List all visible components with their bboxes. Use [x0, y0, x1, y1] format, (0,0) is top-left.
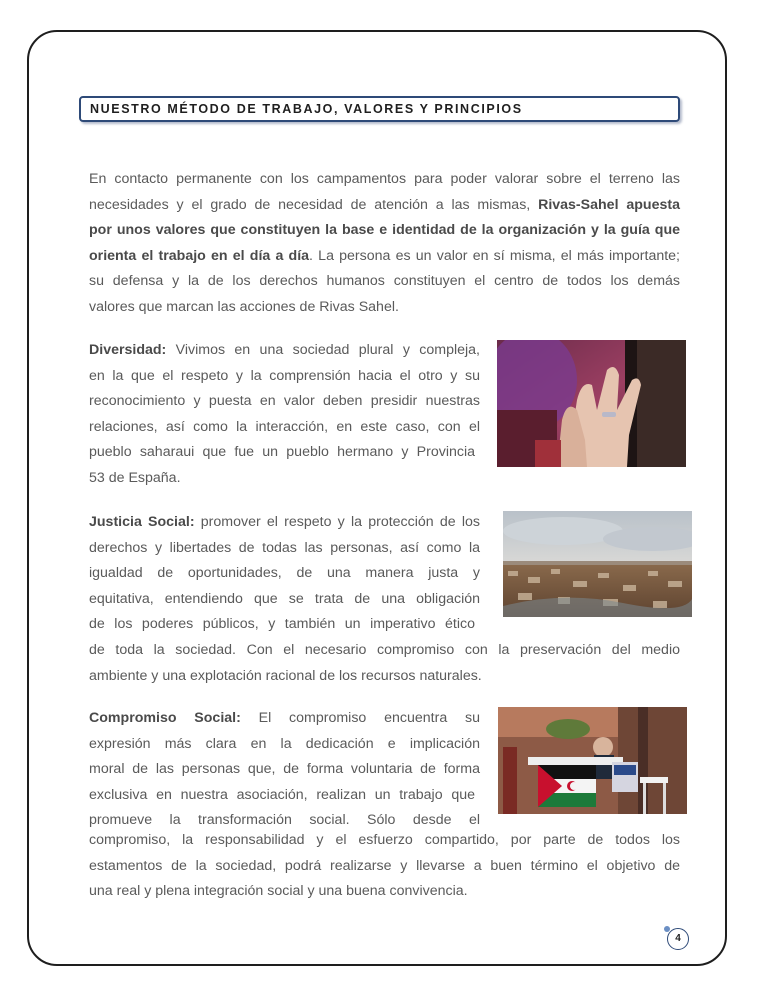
compromiso-line: exclusiva en nuestra asociación, realizan un trabajo que [89, 786, 475, 803]
diversidad-line: 53 de España. [89, 469, 181, 486]
compromiso-line: compromiso, la responsabilidad y el esfuerzo compartido, por parte de todos los [89, 832, 680, 848]
intro-line: En contacto permanente con los campamentos para poder valorar sobre el terreno las [89, 171, 680, 187]
intro-line: valores que marcan las acciones de Rivas Sahel. [89, 298, 399, 315]
justicia-paragraph-cont [89, 638, 680, 689]
diversidad-line: reconocimiento y puesta en valor deben presidir nuestras [89, 393, 480, 410]
hands-photo [497, 340, 686, 467]
camp-landscape-photo [503, 511, 692, 617]
justicia-paragraph [89, 510, 480, 638]
page-number: 4 [667, 928, 689, 950]
intro-paragraph [89, 167, 680, 321]
diversidad-line: pueblo saharaui que fue un pueblo hermano y Provincia [89, 444, 475, 461]
justicia-line: ambiente y una explotación racional de los recursos naturales. [89, 667, 482, 684]
compromiso-line: moral de las personas que, de forma voluntaria de forma [89, 761, 480, 778]
intro-line: orienta el trabajo en el día a día. La persona es un valor en sí misma, el más importante; [89, 247, 680, 264]
intro-line: necesidades y el grado de necesidad de atención a las mismas, Rivas-Sahel apuesta [89, 196, 680, 213]
compromiso-paragraph [89, 706, 480, 834]
justicia-line: equitativa, entendiendo que se trata de una obligación [89, 590, 480, 607]
justicia-line: derechos y libertades de todas las personas, así como la [89, 539, 480, 556]
org-name-bold: Rivas-Sahel apuesta [538, 196, 680, 213]
compromiso-label: Compromiso Social: [89, 710, 241, 726]
intro-line-bold: por unos valores que constituyen la base e identidad de la organización y la guía que [89, 222, 680, 239]
diversidad-paragraph [89, 338, 480, 492]
diversidad-line: relaciones, así como la interacción, en este caso, con el [89, 418, 480, 435]
diversidad-line: en la que el respeto y la comprensión hacia el otro y su [89, 367, 480, 384]
compromiso-line: Compromiso Social: El compromiso encuentra su [89, 710, 480, 726]
section-title: NUESTRO MÉTODO DE TRABAJO, VALORES Y PRINCIPIOS [90, 102, 523, 116]
justicia-line: de los poderes públicos, y también un imperativo ético [89, 616, 475, 633]
justicia-line: Justicia Social: promover el respeto y la protección de los [89, 514, 480, 530]
section-title-box [79, 96, 680, 122]
compromiso-line: estamentos de la sociedad, podrá realizarse y llevarse a buen término el objetivo de [89, 857, 680, 874]
compromiso-paragraph-cont [89, 828, 680, 905]
intro-line: su defensa y la de los derechos humanos constituyen el centro de todos los demás [89, 273, 680, 290]
sahrawi-flag [538, 765, 596, 807]
stand-flag-photo [498, 707, 687, 814]
diversidad-label: Diversidad: [89, 342, 167, 358]
diversidad-line: Diversidad: Vivimos en una sociedad plural y compleja, [89, 342, 480, 358]
compromiso-line: una real y plena integración social y una buena convivencia. [89, 883, 468, 900]
compromiso-line: expresión más clara en la dedicación e implicación [89, 735, 480, 752]
justicia-line: de toda la sociedad. Con el necesario compromiso con la preservación del medio [89, 642, 680, 658]
justicia-line: igualdad de oportunidades, de una manera justa y [89, 565, 480, 582]
justicia-label: Justicia Social: [89, 514, 195, 530]
compromiso-line: promueve la transformación social. Sólo desde el [89, 812, 480, 829]
